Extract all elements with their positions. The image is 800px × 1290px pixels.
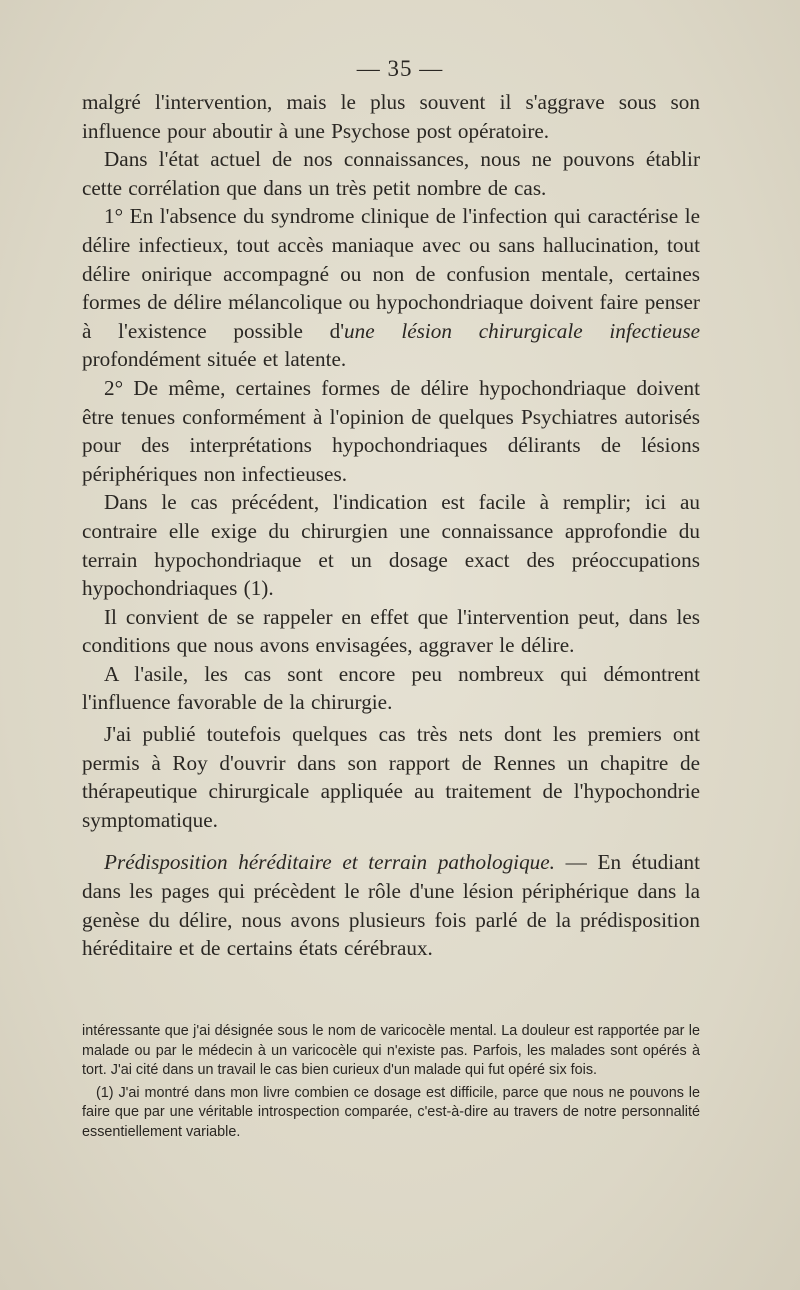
body-text	[82, 88, 700, 963]
section-heading-predisposition: Prédisposition héréditaire et terrain pathologique.	[104, 850, 555, 875]
paragraph-asylum: A l'asile, les cas sont encore peu nombreux qui démontrent l'influence favorable de la chirurgie.	[82, 661, 700, 715]
paragraph-indication: Dans le cas précédent, l'indication est facile à remplir; ici au contraire elle exige du chirurgien une connaissance approfondie du terrain hypochondriaque et un dosage exact des préoccupations hypochondriaques (1).	[82, 490, 700, 601]
point-one-ending: profondément située et latente.	[82, 347, 347, 372]
point-one-emphasis: une lésion chirurgicale infectieuse	[344, 318, 701, 343]
paragraph-published-cases: J'ai publié toutefois quelques cas très nets dont les premiers ont permis à Roy d'ouvrir dans son rapport de Rennes un chapitre de thérapeutique chirurgicale appliquée au traitement de l'hypochondrie symptomatique.	[82, 722, 700, 832]
point-one-text: 1° En l'absence du syndrome clinique de l'infection qui caractérise le délire infectieux, tout accès maniaque avec ou sans hallucination, tout délire onirique accompagné ou non de confusion mentale, certaines formes de délire mélancolique ou hypochondriaque doivent faire penser à l'existence possible d'	[82, 204, 700, 343]
paragraph-continuation: malgré l'intervention, mais le plus souvent il s'aggrave sous son influence pour aboutir à une Psychose post opératoire.	[82, 90, 700, 143]
predisposition-text: — En étudiant dans les pages qui précèdent le rôle d'une lésion périphérique dans la genèse du délire, nous avons plusieurs fois parlé de la prédisposition héréditaire et de certains états cérébraux.	[82, 850, 700, 961]
paragraph-point-two: 2° De même, certaines formes de délire hypochondriaque doivent être tenues conformément à l'opinion de quelques Psychiatres autorisés pour des interprétations hypochondriaques délirants de lésions périphériques non infectieuses.	[82, 375, 700, 486]
paragraph-point-one	[82, 202, 700, 374]
page-number: — 35 —	[356, 56, 444, 81]
paragraph-predisposition	[82, 848, 700, 962]
paragraph-state-of-knowledge: Dans l'état actuel de nos connaissances, nous ne pouvons établir cette corrélation que dans un très petit nombre de cas.	[82, 147, 700, 200]
paragraph-aggravation: Il convient de se rappeler en effet que l'intervention peut, dans les conditions que nous avons envisagées, aggraver le délire.	[82, 604, 700, 658]
footnote-continuation: intéressante que j'ai désignée sous le nom de varicocèle mental. La douleur est rapportée par le malade ou par le médecin à un varicocèle qui n'existe pas. Parfois, les malades sont opérés à tort. J'ai cité dans un travail le cas bien curieux d'un malade qui fut opéré six fois.	[82, 1023, 700, 1079]
footnote-1: (1) J'ai montré dans mon livre combien ce dosage est difficile, parce que nous ne pouvons le faire que par une véritable introspection comparée, c'est-à-dire au travers de notre personnalité essentiellement variable.	[82, 1084, 700, 1140]
footnotes	[82, 1022, 700, 1143]
